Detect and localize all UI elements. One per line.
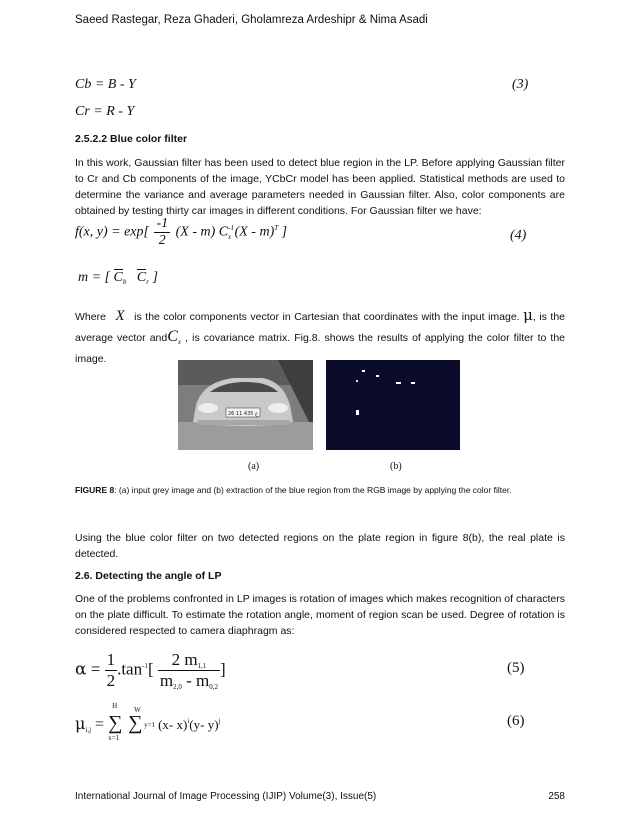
- section-title-angle: 2.6. Detecting the angle of LP: [75, 570, 222, 582]
- caption-text: : (a) input grey image and (b) extraction of the blue region from the RGB image by applying the color filter.: [114, 485, 512, 495]
- eq5-den-2: - m: [181, 671, 210, 690]
- footer-journal: International Journal of Image Processing (IJIP) Volume(3), Issue(5): [75, 791, 377, 802]
- where-text-1: Where: [75, 311, 106, 323]
- eqm-lhs: m = [: [78, 270, 111, 285]
- symbol-C-sub: x: [177, 338, 182, 346]
- eq5-equals: =: [90, 659, 101, 679]
- plate-text: 26 ع 435 11: [227, 411, 259, 417]
- running-header: Saeed Rastegar, Reza Ghaderi, Gholamreza Ardeshipr & Nima Asadi: [75, 14, 428, 26]
- eq5-num: 2 m: [171, 650, 198, 669]
- eq6-sup-j: j: [218, 717, 221, 725]
- symbol-mu: μ: [523, 306, 533, 324]
- eq5-den-sub-2: 0,2: [209, 683, 218, 691]
- sum-icon: ∑: [128, 712, 143, 734]
- eq4-frac-num: -1: [156, 216, 169, 231]
- footer: [75, 791, 565, 802]
- eqm-cb: C: [113, 270, 123, 285]
- page-number: 258: [548, 791, 565, 802]
- eq5-den-sub-1: 2,0: [173, 683, 182, 691]
- eq6-sum-upper-W: W: [134, 706, 141, 714]
- equation-cr: Cr = R - Y: [75, 104, 135, 119]
- paragraph-blue-filter: In this work, Gaussian filter has been used to detect blue region in the LP. Before applying Gaussian filter to Cr and Cb components of the image, YCbCr model has been applied. Statistical methods are used to determine the variance and average parameters needed in Gaussian filter. Also, color components are obtained by testing thirty car images in different conditions. For Gaussian filter we have:: [75, 157, 565, 217]
- where-text-4: , is covariance matrix. Fig.8. shows the results of applying the color filter to the image.: [75, 332, 566, 365]
- paragraph-angle: One of the problems confronted in LP images is rotation of images which makes recognition of characters on the plate difficult. To estimate the rotation angle, moment of region scan be used. Degree of rotation is considered respected to camera diaphragm as:: [75, 593, 565, 637]
- symbol-X: X: [115, 308, 125, 324]
- figure-8b-blue-region: [326, 360, 460, 450]
- equation-number-3: (3): [512, 77, 529, 92]
- eq4-frac-den: 2: [158, 233, 166, 248]
- eq6-sup-i: i: [187, 717, 190, 725]
- eq5-num-sub: 1,1: [197, 662, 207, 670]
- equation-rotation-angle: [75, 650, 226, 691]
- eqm-cb-sub: b: [122, 278, 127, 286]
- figure-8-caption: [75, 485, 570, 495]
- eq5-den-1: m: [159, 671, 174, 690]
- car-photo-icon: [178, 360, 313, 450]
- eq6-term-x: (x- x): [158, 717, 188, 732]
- eq5-bracket-open: [: [147, 659, 154, 679]
- paragraph-where: [75, 305, 565, 369]
- eq5-bracket-close: ]: [220, 659, 226, 679]
- blue-region-map: [326, 360, 460, 450]
- eq6-sum-upper-H: H: [112, 702, 118, 710]
- eq6-sum-lower-x: x=1: [108, 734, 120, 742]
- caption-label: FIGURE 8: [75, 485, 115, 495]
- equation-cb: Cb = B - Y: [75, 77, 136, 92]
- figure-8a-grey-image: [178, 360, 313, 450]
- eq4-rest: (X - m): [234, 224, 275, 240]
- eq4-lhs: f(x, y) = exp[: [75, 224, 149, 240]
- where-text-2: is the color components vector in Cartesian that coordinates with the input image.: [134, 311, 520, 323]
- eq4-sub-x: x: [227, 232, 232, 241]
- paragraph-plate-detected: Using the blue color filter on two detected regions on the plate region in figure 8(b), the real plate is detected.: [75, 532, 565, 560]
- eqm-cr: C: [136, 270, 147, 285]
- eq6-sum-lower-y: y=1: [144, 721, 156, 729]
- equation-number-5: (5): [507, 660, 525, 676]
- section-title-blue-filter: 2.5.2.2 Blue color filter: [75, 133, 188, 145]
- equation-moment: [75, 702, 221, 752]
- symbol-C: C: [167, 328, 178, 345]
- eq4-sup-inv: -1: [228, 223, 234, 232]
- equation-gaussian: [75, 216, 287, 249]
- equation-number-6: (6): [507, 713, 525, 729]
- eq4-end: ]: [281, 224, 288, 240]
- eq4-mid: (X - m) C: [175, 224, 229, 240]
- eq6-term-y: (y- y): [189, 717, 219, 732]
- eq6-mu-sub: i,j: [85, 726, 92, 734]
- eq5-tan-sup: -1: [142, 662, 148, 671]
- where-text-3: , is the average vector and: [75, 311, 566, 344]
- figure-label-a: (a): [248, 461, 260, 472]
- eq6-equals: =: [95, 716, 105, 733]
- eqm-cr-sub: r: [146, 278, 149, 286]
- eq5-one: 1: [106, 650, 116, 669]
- eq6-mu: μ: [75, 714, 86, 733]
- eq5-two: 2: [106, 671, 116, 690]
- sum-icon: ∑: [108, 712, 123, 734]
- equation-number-4: (4): [510, 228, 527, 243]
- eqm-end: ]: [152, 270, 158, 285]
- eq5-alpha: α: [75, 659, 87, 680]
- equation-mean: [78, 270, 158, 286]
- eq5-tan: .tan: [117, 659, 143, 679]
- figure-label-b: (b): [390, 461, 402, 472]
- eq4-sup-T: T: [274, 223, 279, 232]
